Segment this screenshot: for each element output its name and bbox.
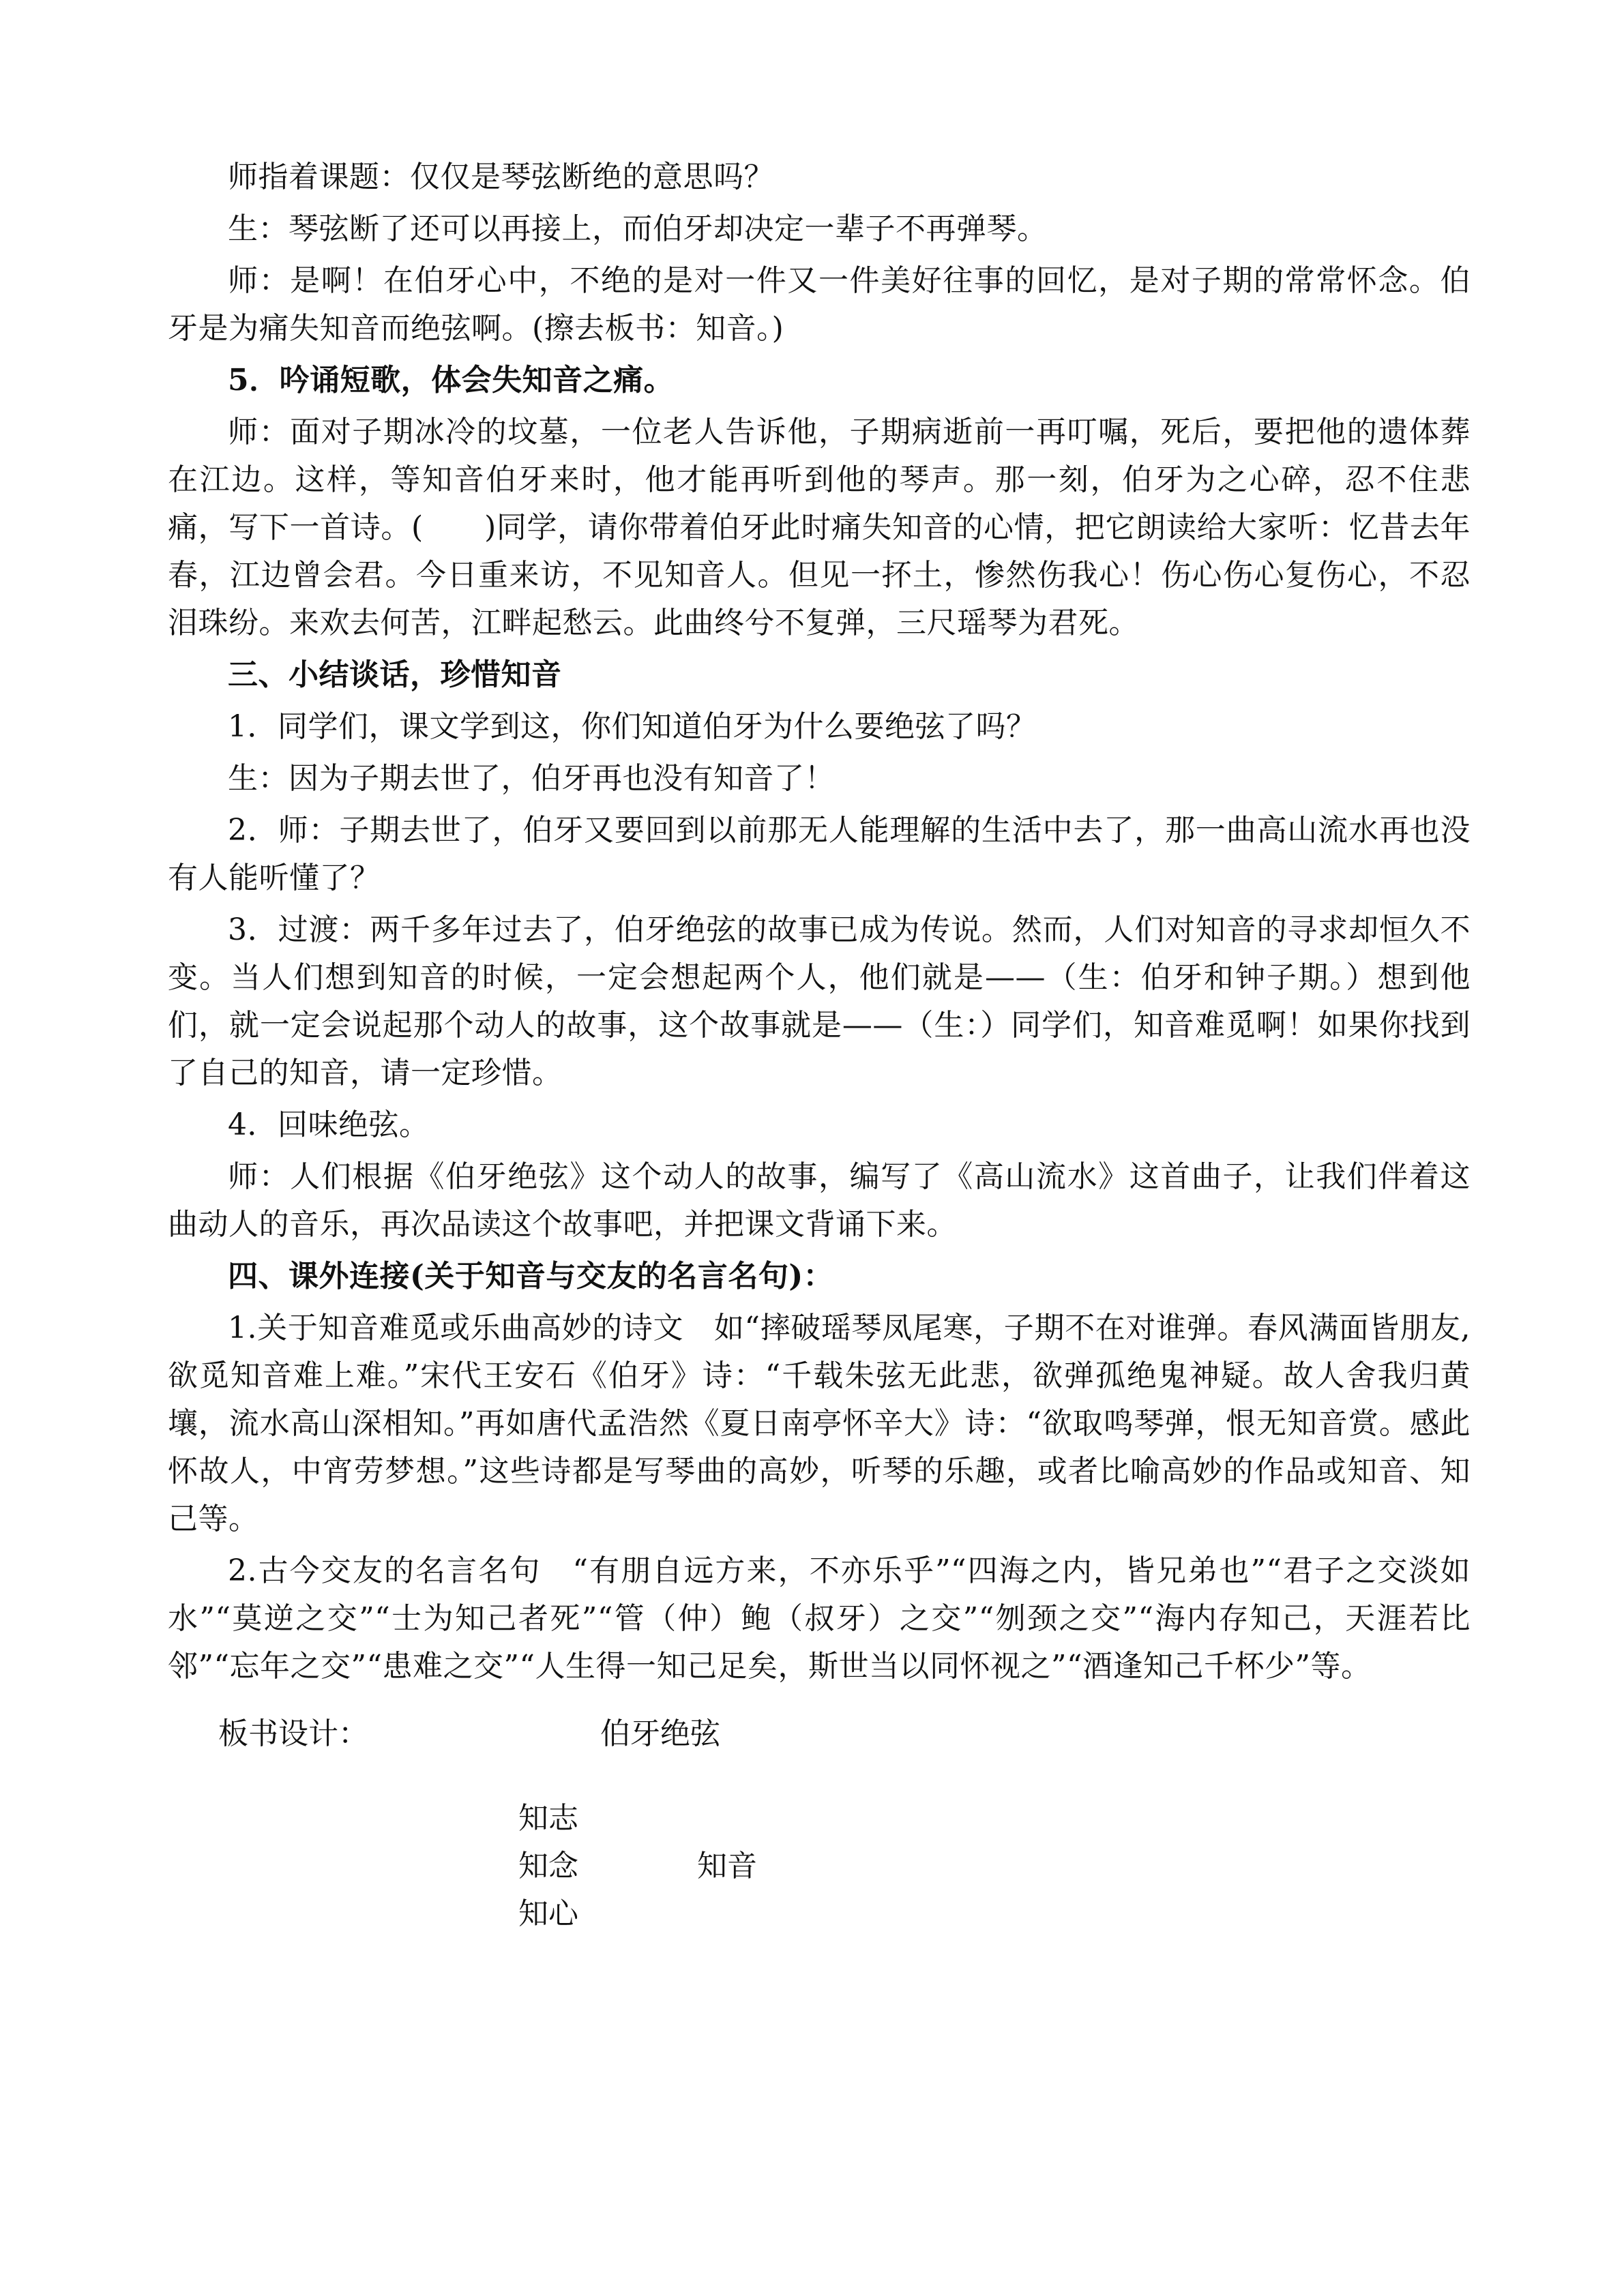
section-heading: 三、小结谈话，珍惜知音: [228, 657, 562, 692]
section-heading: 四、课外连接(关于知音与交友的名言名句)：: [228, 1259, 834, 1294]
paragraph: 2.古今交友的名言名句 “有朋自远方来，不亦乐乎”“四海之内，皆兄弟也”“君子之交淡如水”“莫逆之交”“士为知己者死”“管（仲）鲍（叔牙）之交”“刎颈之交”“海内存知己，天涯若比邻”“忘年之交”“患难之交”“人生得一知己足矣，斯世当以同怀视之”“酒逢知己千杯少”等。: [168, 1553, 1471, 1684]
paragraph: 师：是啊！在伯牙心中，不绝的是对一件又一件美好往事的回忆，是对子期的常常怀念。伯牙是为痛失知音而绝弦啊。(擦去板书：知音。): [168, 263, 1471, 346]
paragraph: 师：人们根据《伯牙绝弦》这个动人的故事，编写了《高山流水》这首曲子，让我们伴着这曲动人的音乐，再次品读这个故事吧，并把课文背诵下来。: [168, 1159, 1471, 1242]
board-item: 知念: [518, 1849, 578, 1883]
board-label: 板书设计：: [218, 1716, 368, 1751]
paragraph: 4．回味绝弦。: [228, 1107, 430, 1142]
paragraph: 1.关于知音难觅或乐曲高妙的诗文 如“摔破瑶琴凤尾寒，子期不在对谁弹。春风满面皆朋友,欲觅知音难上难。”宋代王安石《伯牙》诗：“千载朱弦无此悲，欲弹孤绝鬼神疑。故人舍我归黄壤，流水高山深相知。”再如唐代孟浩然《夏日南亭怀辛大》诗：“欲取鸣琴弹，恨无知音赏。感此怀故人，中宵劳梦想。”这些诗都是写琴曲的高妙，听琴的乐趣，或者比喻高妙的作品或知音、知己等。: [168, 1311, 1471, 1536]
board-item: 知志: [518, 1801, 578, 1836]
board-result: 知音: [697, 1849, 757, 1883]
paragraph: 师：面对子期冰冷的坟墓，一位老人告诉他，子期病逝前一再叮嘱，死后，要把他的遗体葬在江边。这样，等知音伯牙来时，他才能再听到他的琴声。那一刻，伯牙为之心碎，忍不住悲痛，写下一首诗。( )同学，请你带着伯牙此时痛失知音的心情，把它朗读给大家听：忆昔去年春，江边曾会君。今日重来访，不见知音人。但见一抔土，惨然伤我心！伤心伤心复伤心，不忍泪珠纷。来欢去何苦，江畔起愁云。此曲终兮不复弹，三尺瑶琴为君死。: [168, 415, 1471, 640]
section-heading: 5．吟诵短歌，体会失知音之痛。: [228, 363, 675, 398]
paragraph: 生：因为子期去世了，伯牙再也没有知音了！: [228, 761, 835, 796]
board-item: 知心: [518, 1896, 578, 1931]
paragraph: 2．师：子期去世了，伯牙又要回到以前那无人能理解的生活中去了，那一曲高山流水再也没有人能听懂了？: [168, 813, 1471, 895]
paragraph: 生：琴弦断了还可以再接上，而伯牙却决定一辈子不再弹琴。: [228, 211, 1048, 246]
paragraph: 师指着课题：仅仅是琴弦断绝的意思吗？: [228, 160, 774, 194]
paragraph: 1．同学们，课文学到这，你们知道伯牙为什么要绝弦了吗？: [228, 709, 1037, 744]
paragraph: 3．过渡：两千多年过去了，伯牙绝弦的故事已成为传说。然而，人们对知音的寻求却恒久不变。当人们想到知音的时候，一定会想起两个人，他们就是——（生：伯牙和钟子期。）想到他们，就一定会说起那个动人的故事，这个故事就是——（生：）同学们，知音难觅啊！如果你找到了自己的知音，请一定珍惜。: [168, 912, 1471, 1090]
board-title: 伯牙绝弦: [600, 1716, 720, 1751]
